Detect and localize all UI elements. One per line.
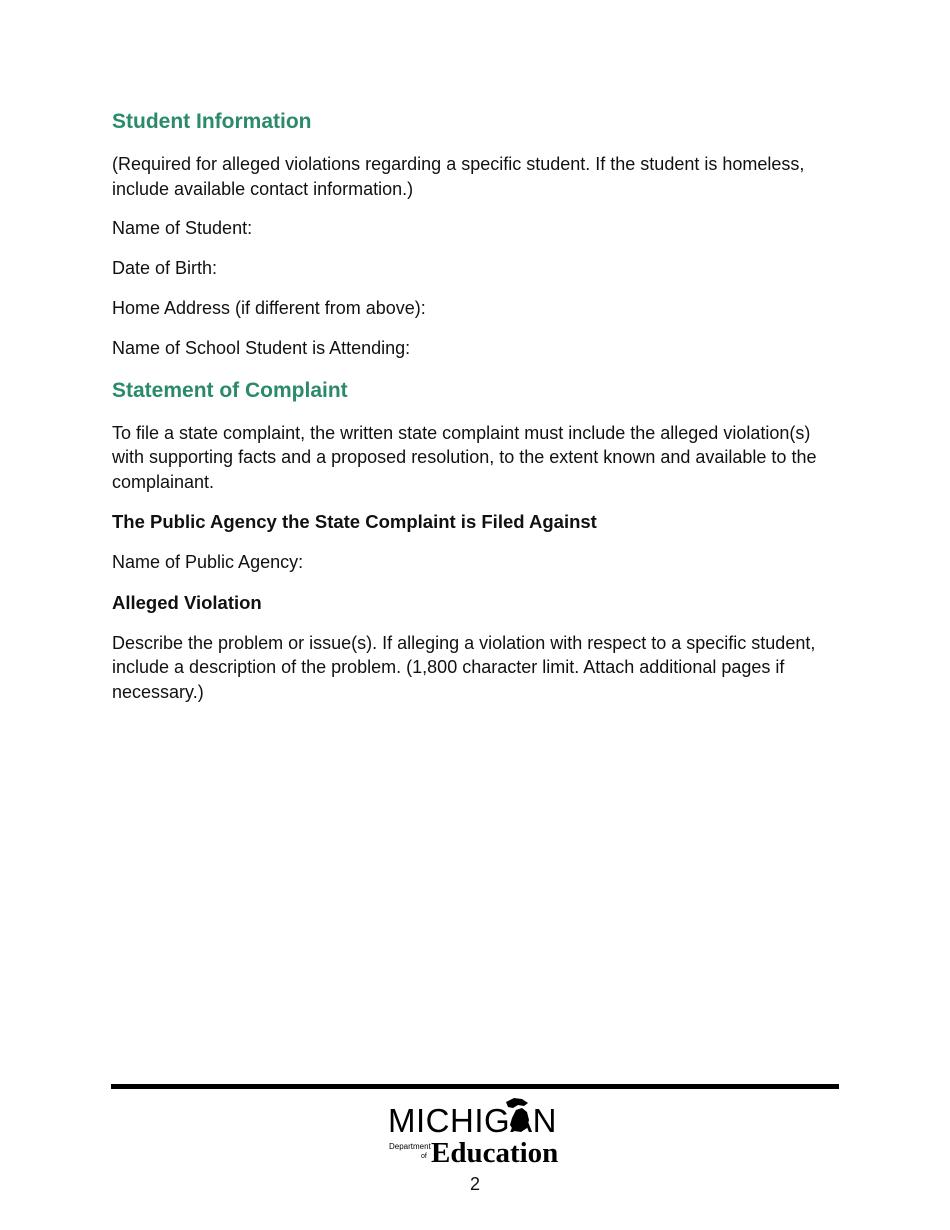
school-attending-field: Name of School Student is Attending: xyxy=(112,338,411,358)
michigan-education-logo-graphic xyxy=(388,1096,562,1166)
logo-education-text: Education xyxy=(431,1137,559,1166)
statement-of-complaint-heading: Statement of Complaint xyxy=(112,378,348,402)
footer-rule xyxy=(111,1084,839,1089)
name-of-student-field: Name of Student: xyxy=(112,218,253,238)
page-number: 2 xyxy=(469,1174,480,1194)
home-address-field: Home Address (if different from above): xyxy=(112,298,426,318)
student-information-heading: Student Information xyxy=(112,110,312,133)
name-of-public-agency-field: Name of Public Agency: xyxy=(112,552,304,572)
alleged-violation-description: Describe the problem or issue(s). If alleging a violation with respect to a specific student, include a description of the problem. (1,800 character limit. Attach additional pages if necessary.) xyxy=(112,632,816,702)
logo-of-text: of xyxy=(421,1153,427,1160)
logo-michigan-text: MICHIGAN xyxy=(388,1102,557,1139)
logo-department-text: Department xyxy=(389,1142,431,1151)
statement-intro: To file a state complaint, the written state complaint must include the alleged violation(s) with supporting facts and a proposed resolution, to the extent known and available to the complainant. xyxy=(112,422,817,492)
public-agency-heading: The Public Agency the State Complaint is Filed Against xyxy=(112,511,597,532)
michigan-education-logo xyxy=(388,1096,562,1166)
date-of-birth-field: Date of Birth: xyxy=(112,258,218,278)
student-information-note: (Required for alleged violations regarding a specific student. If the student is homeless, include available contact information.) xyxy=(112,154,805,199)
alleged-violation-heading: Alleged Violation xyxy=(112,591,262,613)
page-content xyxy=(112,108,842,704)
